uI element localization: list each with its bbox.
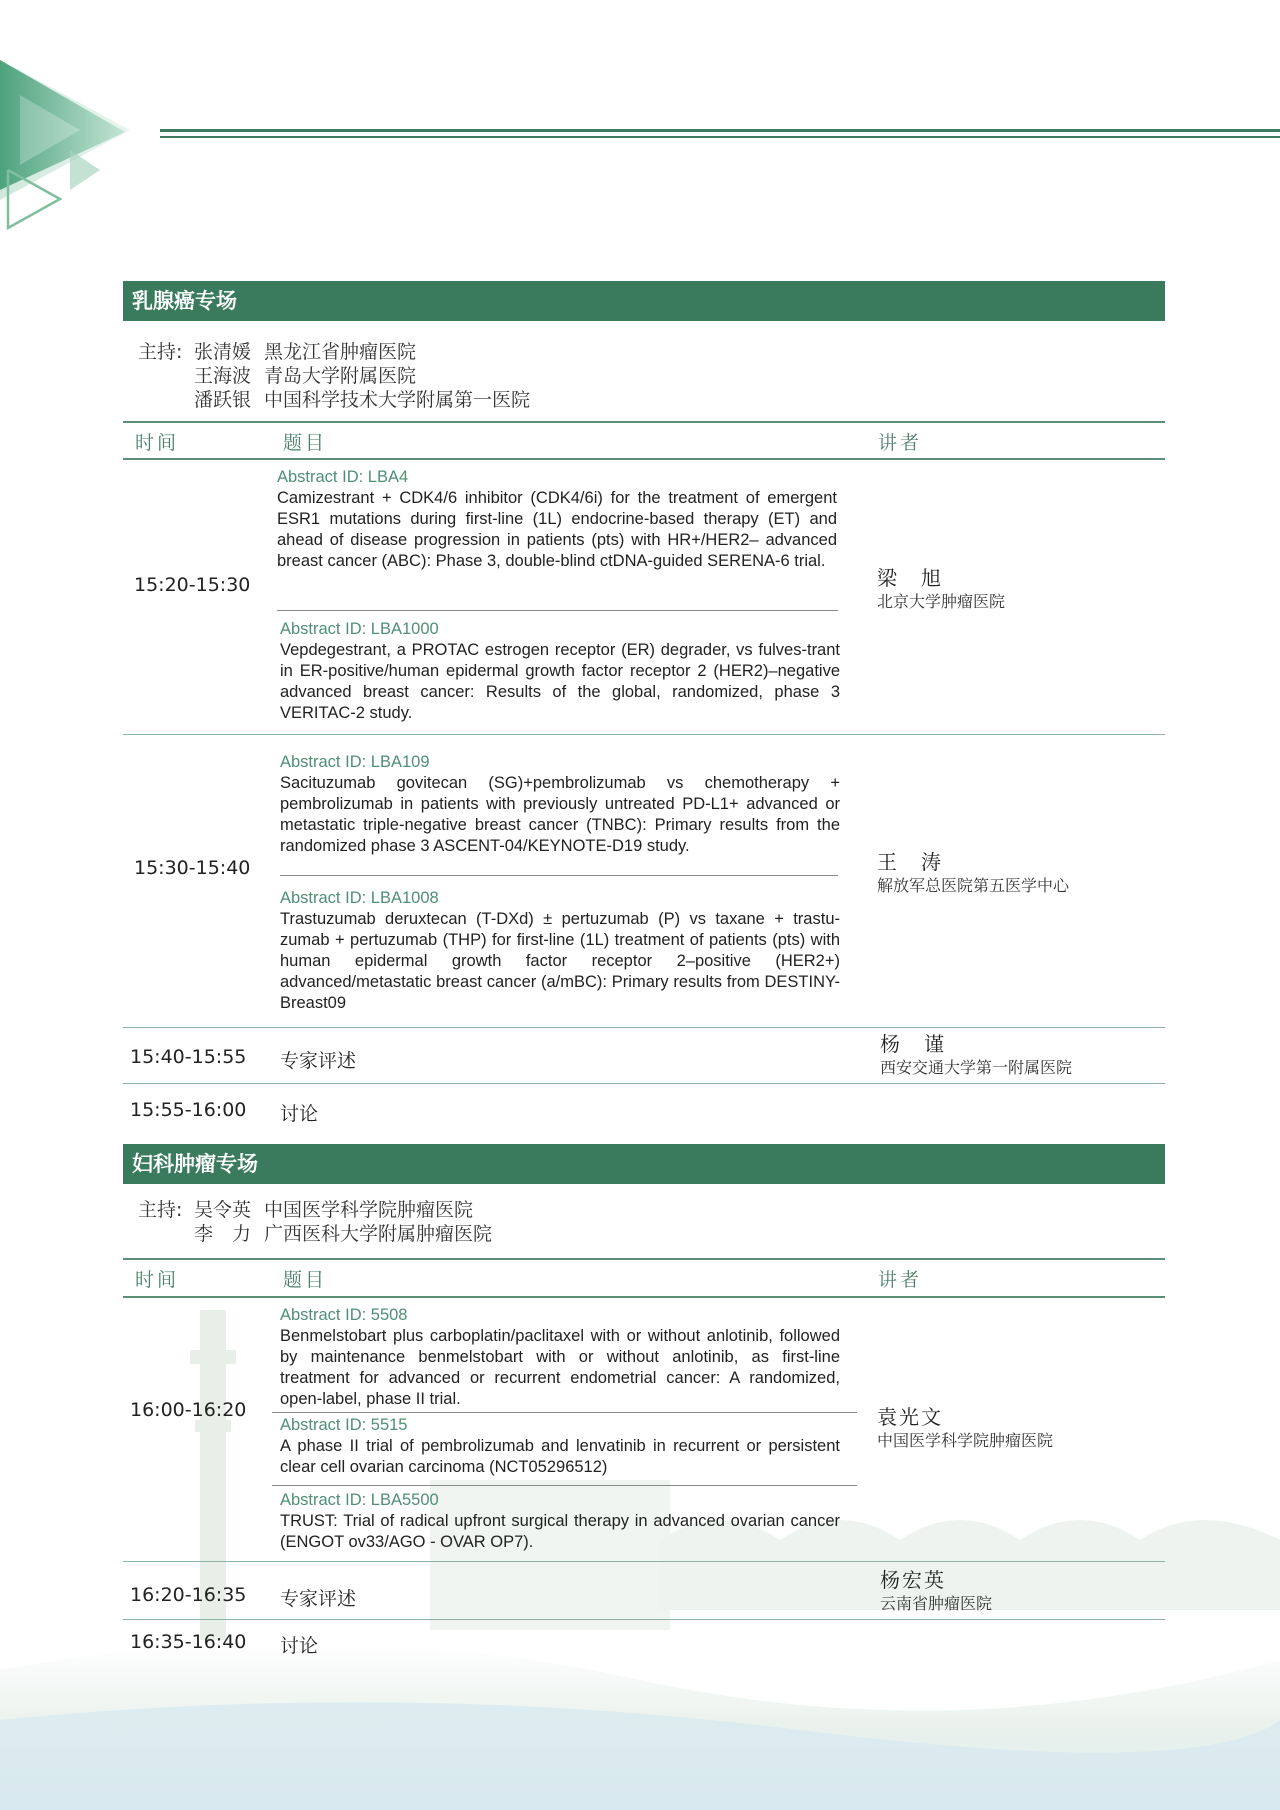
session-topic: 讨论 [280,1635,319,1657]
column-header-speaker: 讲者 [878,1269,923,1291]
column-header-topic: 题目 [283,1269,328,1291]
column-header-topic: 题目 [283,432,328,454]
row-rule [123,1619,1165,1620]
session-time: 16:00-16:20 [130,1399,247,1421]
host-org: 广西医科大学附属肿瘤医院 [264,1223,493,1245]
host-name: 吴令英 [194,1199,252,1221]
host-name: 潘跃银 [194,389,252,411]
speaker-org: 西安交通大学第一附属医院 [880,1058,1073,1077]
host-org: 中国科学技术大学附属第一医院 [264,389,531,411]
host-row [138,388,530,412]
abstract-id: Abstract ID: LBA4 [277,468,409,486]
host-name: 张清媛 [194,341,252,363]
row-rule [123,734,1165,735]
session-time: 16:20-16:35 [130,1584,247,1606]
session-time: 15:20-15:30 [134,574,251,596]
host-row [138,364,530,388]
session-time: 16:35-16:40 [130,1631,247,1653]
abstract-divider [280,875,838,876]
speaker-name: 王 涛 [877,850,943,874]
speaker-name: 杨宏英 [880,1568,946,1592]
table-rule [123,1258,1165,1260]
speaker-name: 杨 谨 [880,1032,946,1056]
section-title-bar: 乳腺癌专场 [123,281,1165,321]
session-topic: 讨论 [280,1103,319,1125]
speaker-name: 梁 旭 [877,566,943,590]
column-header-time: 时间 [135,1269,180,1291]
speaker-org: 解放军总医院第五医学中心 [877,876,1070,895]
speaker-name: 袁光文 [877,1405,943,1429]
abstract-divider [277,610,838,611]
session-topic: 专家评述 [280,1588,357,1610]
speaker [877,565,1005,613]
section-title-bar: 妇科肿瘤专场 [123,1144,1165,1184]
abstract-title: A phase II trial of pembrolizumab and lenvatinib in recurrent or persistent clear cell ovarian carcinoma (NCT05296512) [280,1437,840,1476]
speaker-org: 云南省肿瘤医院 [880,1594,993,1613]
abstract-id: Abstract ID: LBA5500 [280,1491,439,1509]
row-rule [123,1083,1165,1084]
abstract-divider [272,1412,857,1413]
session-time: 15:55-16:00 [130,1099,247,1121]
abstract-title: Camizestrant + CDK4/6 inhibitor (CDK4/6i) for the treatment of emergent ESR1 mutations during first-line (1L) endocrine-based therapy (ET) and ahead of disease progression in patients (pts) with HR+/HER2– advanced breast cancer (ABC): Phase 3, double-blind ctDNA-guided SERENA-6 trial. [277,489,837,570]
abstract-item [280,888,840,1014]
session-time: 15:30-15:40 [134,857,251,879]
row-rule [123,1561,1165,1562]
host-row [138,340,530,364]
abstract-title: Trastuzumab deruxtecan (T-DXd) ± pertuzumab (P) vs taxane + trastu-zumab + pertuzumab (THP) for first-line (1L) treatment of patients (pts) with human epidermal growth factor receptor 2–positive (HER2+) advanced/metastatic breast cancer (a/mBC): Primary results from DESTINY-Breast09 [280,910,840,1012]
abstract-item [280,1415,840,1478]
session-time: 15:40-15:55 [130,1046,247,1068]
abstract-title: TRUST: Trial of radical upfront surgical therapy in advanced ovarian cancer (ENGOT ov33/AGO - OVAR OP7). [280,1512,840,1551]
host-name: 李 力 [194,1223,252,1245]
speaker [877,849,1069,897]
column-header-speaker: 讲者 [878,432,923,454]
speaker [880,1031,1072,1079]
header-rule-thick [160,129,1280,132]
host-row [138,1198,492,1222]
table-rule [123,421,1165,423]
session-topic: 专家评述 [280,1050,357,1072]
speaker-org: 中国医学科学院肿瘤医院 [877,1431,1054,1450]
host-list [138,1198,492,1246]
abstract-item [280,1305,840,1410]
host-org: 黑龙江省肿瘤医院 [264,341,417,363]
abstract-title: Vepdegestrant, a PROTAC estrogen receptor (ER) degrader, vs fulves-trant in ER-positive/human epidermal growth factor receptor 2 (HER2)–negative advanced breast cancer: Results of the global, randomized, phase 3 VERITAC-2 study. [280,641,840,722]
abstract-divider [272,1485,857,1486]
speaker [880,1567,992,1615]
speaker [877,1404,1053,1452]
abstract-item [277,467,837,572]
speaker-org: 北京大学肿瘤医院 [877,592,1006,611]
host-list [138,340,530,412]
host-org: 青岛大学附属医院 [264,365,417,387]
column-header-time: 时间 [135,432,180,454]
table-rule [123,1296,1165,1298]
abstract-id: Abstract ID: LBA1008 [280,889,439,907]
abstract-id: Abstract ID: LBA109 [280,753,430,771]
abstract-item [280,619,840,724]
abstract-id: Abstract ID: LBA1000 [280,620,439,638]
host-name: 王海波 [194,365,252,387]
abstract-id: Abstract ID: 5515 [280,1416,408,1434]
corner-triangles-decoration [0,0,170,240]
abstract-item [280,1490,840,1553]
host-row [138,1222,492,1246]
table-rule [123,458,1165,460]
row-rule [123,1027,1165,1028]
host-label: 主持: [138,341,183,363]
abstract-title: Benmelstobart plus carboplatin/paclitaxel with or without anlotinib, followed by maintenance benmelstobart with or without anlotinib, as first-line treatment for advanced or recurrent endometrial cancer: A randomized, open-label, phase II trial. [280,1327,840,1408]
header-rule-thin [160,136,1280,138]
host-label: 主持: [138,1199,183,1221]
host-org: 中国医学科学院肿瘤医院 [264,1199,474,1221]
abstract-id: Abstract ID: 5508 [280,1306,408,1324]
abstract-item [280,752,840,857]
abstract-title: Sacituzumab govitecan (SG)+pembrolizumab vs chemotherapy + pembrolizumab in patients with previously untreated PD-L1+ advanced or metastatic triple-negative breast cancer (TNBC): Primary results from the randomized phase 3 ASCENT-04/KEYNOTE-D19 study. [280,774,840,855]
